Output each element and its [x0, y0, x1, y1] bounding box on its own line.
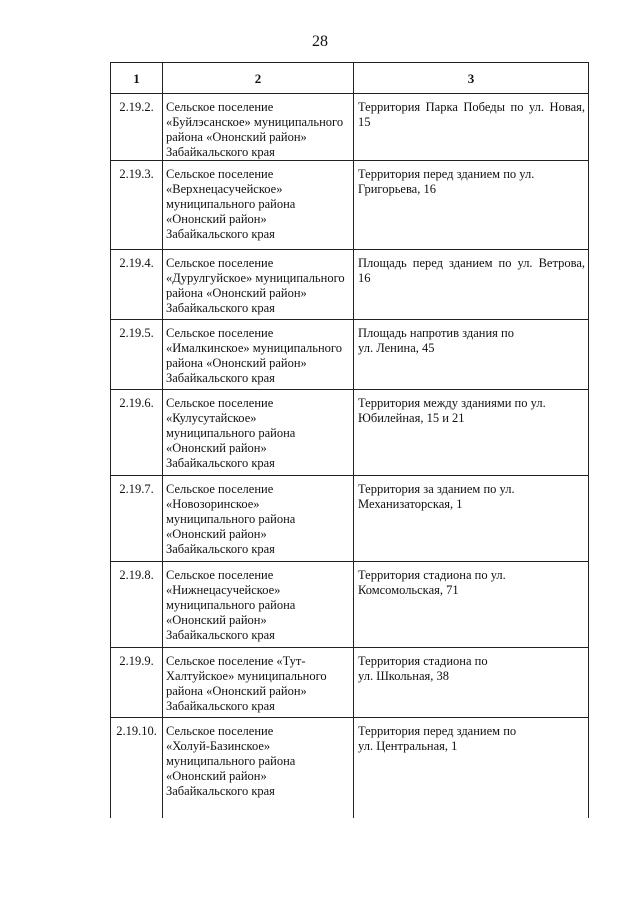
row-number: 2.19.2. [111, 94, 163, 161]
header-col-3: 3 [354, 63, 589, 94]
table-header-row [111, 63, 589, 94]
header-col-1: 1 [111, 63, 163, 94]
row-number: 2.19.4. [111, 250, 163, 320]
table-row [111, 250, 589, 320]
row-number: 2.19.7. [111, 476, 163, 562]
settlement-name: Сельское поселение «Дурулгуйское» муниципального района «Ононский район» Забайкальского края [163, 250, 354, 320]
table-row [111, 390, 589, 476]
settlement-name: Сельское поселение «Ималкинское» муниципального района «Ононский район» Забайкальского края [163, 320, 354, 390]
header-col-2: 2 [163, 63, 354, 94]
table-row [111, 648, 589, 718]
settlement-name: Сельское поселение «Холуй-Базинское» муниципального района «Ононский район» Забайкальского края [163, 718, 354, 818]
place-description: Территория Парка Победы по ул. Новая, 15 [354, 94, 589, 161]
place-description: Площадь напротив здания по ул. Ленина, 45 [354, 320, 589, 390]
row-number: 2.19.8. [111, 562, 163, 648]
settlement-name: Сельское поселение «Тут- Халтуйское» муниципального района «Ононский район» Забайкальского края [163, 648, 354, 718]
table-row [111, 320, 589, 390]
settlement-name: Сельское поселение «Верхнецасучейское» муниципального района «Ононский район» Забайкальского края [163, 161, 354, 250]
place-description: Территория перед зданием по ул. Центральная, 1 [354, 718, 589, 818]
settlement-name: Сельское поселение «Буйлэсанское» муниципального района «Ононский район» Забайкальского края [163, 94, 354, 161]
table-row [111, 718, 589, 818]
page-number: 28 [312, 33, 328, 50]
row-number: 2.19.9. [111, 648, 163, 718]
place-description: Территория перед зданием по ул. Григорьева, 16 [354, 161, 589, 250]
place-description: Территория за зданием по ул. Механизаторская, 1 [354, 476, 589, 562]
place-description: Территория стадиона по ул. Школьная, 38 [354, 648, 589, 718]
row-number: 2.19.5. [111, 320, 163, 390]
table-row [111, 161, 589, 250]
places-table [110, 62, 589, 818]
table-row [111, 562, 589, 648]
place-description: Территория между зданиями по ул. Юбилейная, 15 и 21 [354, 390, 589, 476]
place-description: Площадь перед зданием по ул. Ветрова, 16 [354, 250, 589, 320]
table-row [111, 94, 589, 161]
settlement-name: Сельское поселение «Кулусутайское» муниципального района «Ононский район» Забайкальского края [163, 390, 354, 476]
row-number: 2.19.6. [111, 390, 163, 476]
place-description: Территория стадиона по ул. Комсомольская, 71 [354, 562, 589, 648]
table-row [111, 476, 589, 562]
settlement-name: Сельское поселение «Новозоринское» муниципального района «Ононский район» Забайкальского края [163, 476, 354, 562]
row-number: 2.19.3. [111, 161, 163, 250]
settlement-name: Сельское поселение «Нижнецасучейское» муниципального района «Ононский район» Забайкальского края [163, 562, 354, 648]
row-number: 2.19.10. [111, 718, 163, 818]
